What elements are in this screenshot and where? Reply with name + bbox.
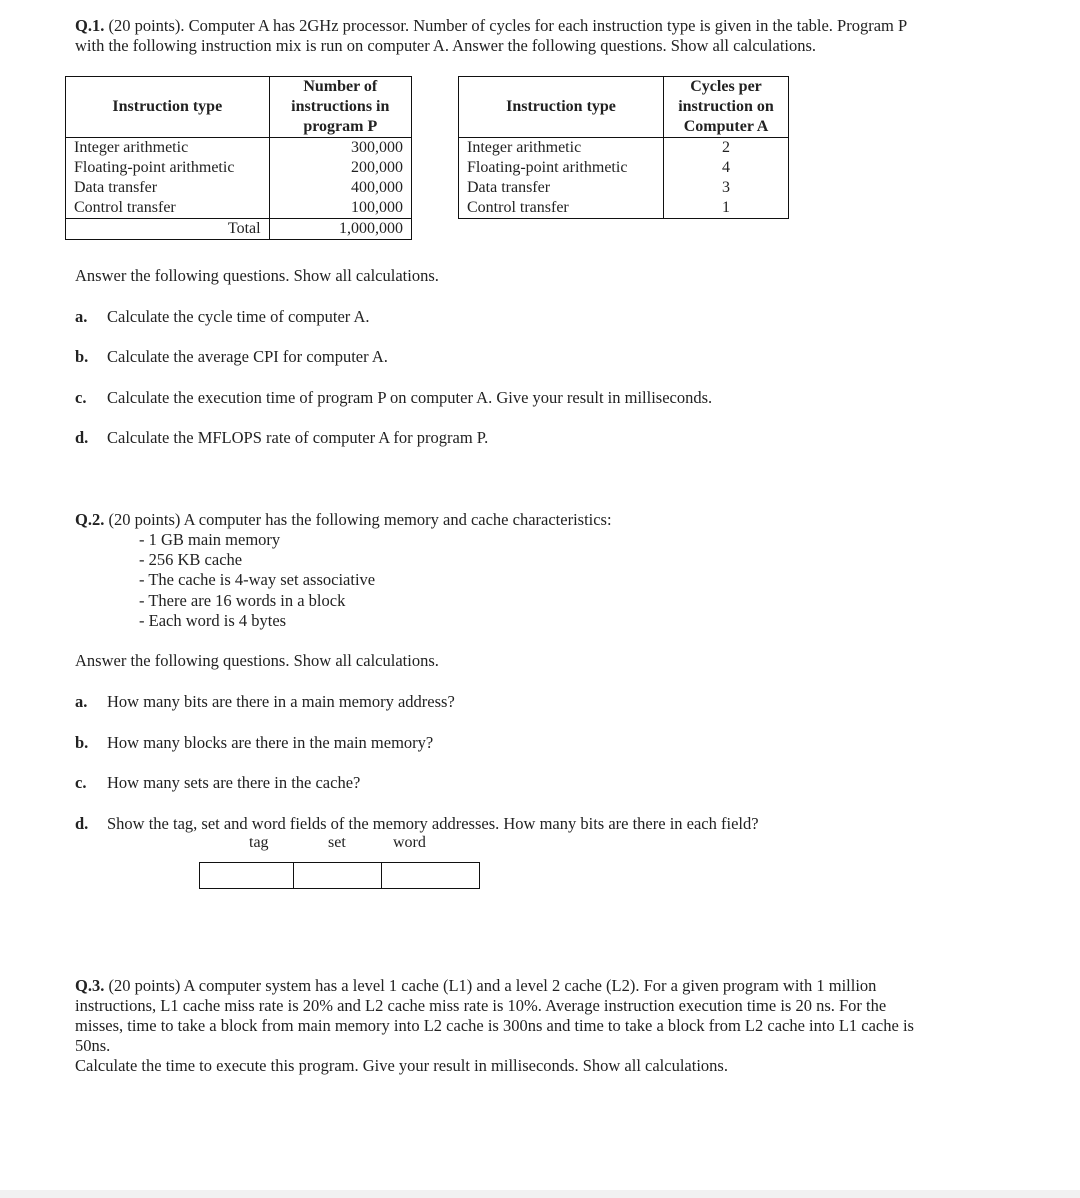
field-label-set: set <box>328 834 346 851</box>
set-field-box <box>293 862 382 889</box>
table-left-header-type: Instruction type <box>66 77 270 138</box>
table-left-header-count: Number of instructions in program P <box>269 77 411 138</box>
q1-question-d: d. Calculate the MFLOPS rate of computer A for program P. <box>75 428 489 447</box>
instruction-count-table <box>65 76 412 240</box>
q1-question-c: c. Calculate the execution time of program P on computer A. Give your result in milliseconds. <box>75 388 713 407</box>
cycles-per-instruction-table <box>458 76 789 219</box>
q3-title: Q.3. <box>75 976 105 995</box>
table-row: Floating-point arithmetic 200,000 <box>66 158 412 178</box>
q2-title: Q.2. <box>75 510 105 529</box>
table-row: Data transfer 3 <box>459 178 789 198</box>
table-total-row <box>66 219 412 240</box>
q1-intro <box>75 16 907 56</box>
q3-text: Q.3. (20 points) A computer system has a level 1 cache (L1) and a level 2 cache (L2). For a given program with 1 million instructions, L1 cache miss rate is 20% and L2 cache miss rate is 10%. Average instruction execution time is 20 ns. For the misses, time to take a block from main memory into L2 cache is 300ns and time to take a block from L2 cache into L1 cache is 50ns. Calculate the time to execute this program. Give your result in milliseconds. Show all calculations. <box>75 976 914 1075</box>
field-label-tag: tag <box>249 834 269 851</box>
q2-bullet-5: - Each word is 4 bytes <box>139 611 287 630</box>
q1-intro-line1: (20 points). Computer A has 2GHz processor. Number of cycles for each instruction type is given in the table. Program P <box>104 16 908 35</box>
table-right-header-cpi: Cycles per instruction on Computer A <box>664 77 789 138</box>
table-right-header-type: Instruction type <box>459 77 664 138</box>
table-row: Control transfer 100,000 <box>66 198 412 219</box>
q1-intro-line2: with the following instruction mix is run on computer A. Answer the following questions. Show all calculations. <box>75 36 817 55</box>
table-row: Integer arithmetic 2 <box>459 138 789 159</box>
q2-question-c: c. How many sets are there in the cache? <box>75 773 361 792</box>
q2-bullet-4: - There are 16 words in a block <box>139 591 346 610</box>
q1-title: Q.1. <box>75 16 105 35</box>
q1-question-a: a. Calculate the cycle time of computer A. <box>75 307 370 326</box>
q2-question-d: d. Show the tag, set and word fields of the memory addresses. How many bits are there in each field? <box>75 814 759 833</box>
q2-question-b: b. How many blocks are there in the main memory? <box>75 733 434 752</box>
total-label: Total <box>66 219 270 240</box>
table-row: Integer arithmetic 300,000 <box>66 138 412 159</box>
table-row: Data transfer 400,000 <box>66 178 412 198</box>
q2-bullet-2: - 256 KB cache <box>139 550 243 569</box>
page-bottom-edge <box>0 1190 1080 1198</box>
q2-bullet-1: - 1 GB main memory <box>139 530 281 549</box>
q2-bullet-3: - The cache is 4-way set associative <box>139 570 376 589</box>
q2-question-a: a. How many bits are there in a main memory address? <box>75 692 455 711</box>
q2-answer-prompt: Answer the following questions. Show all calculations. <box>75 651 439 670</box>
field-label-word: word <box>393 834 426 851</box>
q2-intro: Q.2. (20 points) A computer has the following memory and cache characteristics: <box>75 510 612 529</box>
total-value: 1,000,000 <box>269 219 411 240</box>
q1-question-b: b. Calculate the average CPI for computer A. <box>75 347 388 366</box>
q1-answer-prompt: Answer the following questions. Show all calculations. <box>75 266 439 285</box>
table-row: Floating-point arithmetic 4 <box>459 158 789 178</box>
word-field-box <box>381 862 480 889</box>
tag-field-box <box>199 862 294 889</box>
table-row: Control transfer 1 <box>459 198 789 219</box>
